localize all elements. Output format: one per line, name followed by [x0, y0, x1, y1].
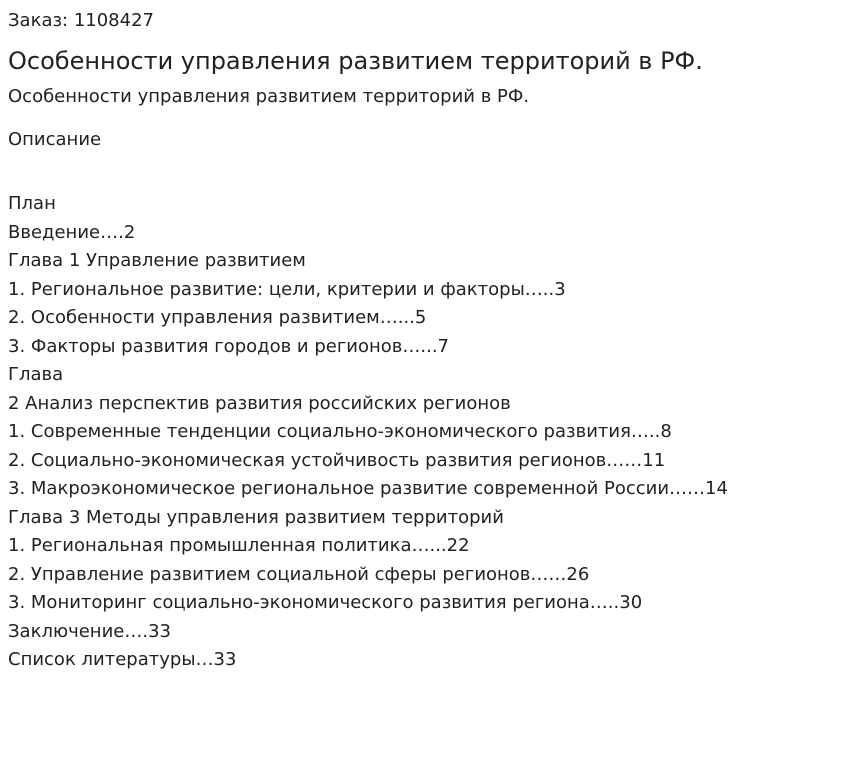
- toc-line: План: [8, 193, 56, 214]
- toc-line: 3. Факторы развития городов и регионов…...7: [8, 335, 450, 357]
- toc-line: Заключение….33: [8, 620, 171, 642]
- toc-line: 2. Особенности управления развитием…...5: [8, 307, 427, 328]
- toc-line: Глава 3 Методы управления развитием территорий: [8, 506, 504, 528]
- toc-line: Введение….2: [8, 221, 136, 243]
- toc-line: 3. Макроэкономическое региональное развитие современной России……14: [8, 478, 728, 499]
- page-subtitle: Особенности управления развитием территорий в РФ.: [8, 86, 530, 107]
- toc-line: 1. Региональное развитие: цели, критерии и факторы…..3: [8, 278, 566, 300]
- toc-line: Список литературы…33: [8, 649, 237, 670]
- toc-line: 1. Современные тенденции социально-экономического развития…..8: [8, 421, 672, 442]
- toc-line: Глава 1 Управление развитием: [8, 250, 306, 271]
- toc-line: 2 Анализ перспектив развития российских регионов: [8, 392, 511, 414]
- order-number: Заказ: 1108427: [8, 10, 154, 31]
- toc-line: 3. Мониторинг социально-экономического развития региона…..30: [8, 592, 643, 613]
- toc-line: Глава: [8, 364, 64, 385]
- toc-line: 1. Региональная промышленная политика…...22: [8, 535, 470, 556]
- description-heading: Описание: [8, 129, 102, 150]
- toc-line: 2. Управление развитием социальной сферы регионов……26: [8, 563, 590, 585]
- toc-line: 2. Социально-экономическая устойчивость развития регионов……11: [8, 449, 666, 471]
- table-of-contents: [8, 190, 839, 675]
- page-title: Особенности управления развитием территорий в РФ.: [8, 47, 703, 75]
